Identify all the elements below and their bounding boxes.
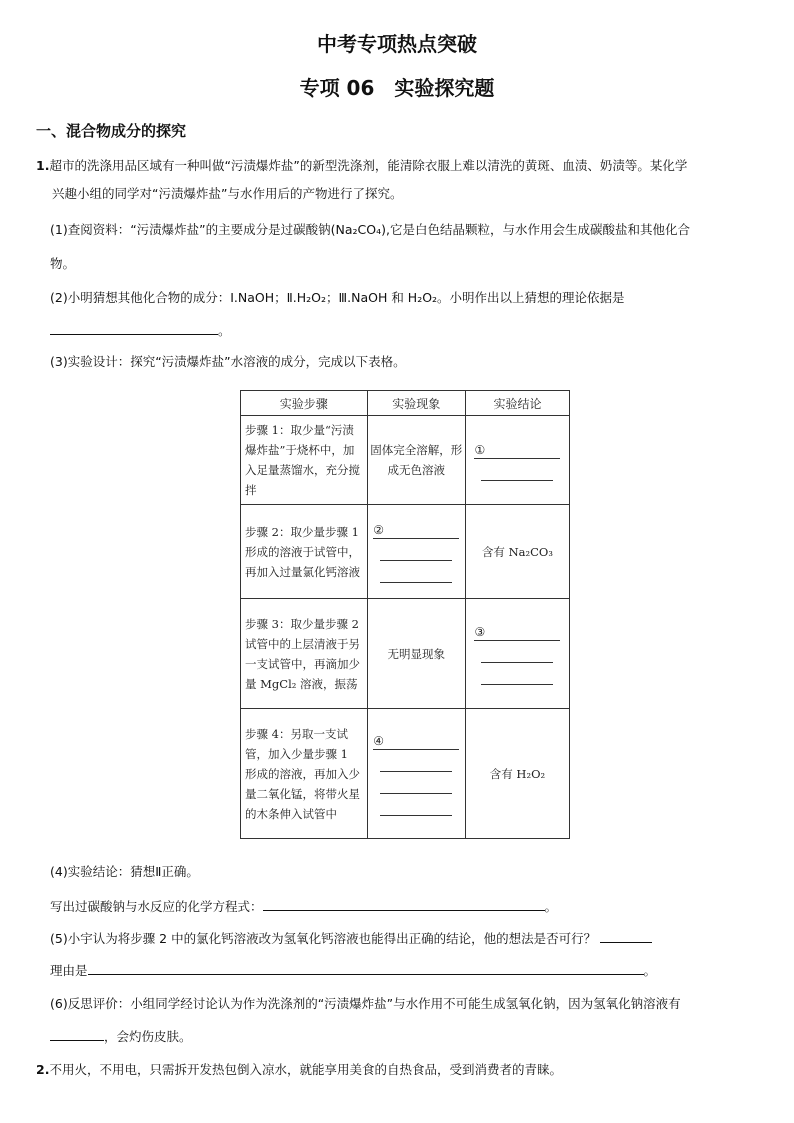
- table-cell-step: 步骤 1：取少量“污渍爆炸盐”于烧杯中，加入足量蒸馏水，充分搅拌: [241, 416, 368, 505]
- answer-blank-1[interactable]: [474, 440, 560, 459]
- answer-blank-basis[interactable]: [50, 320, 218, 335]
- table-cell-step: 步骤 3：取少量步骤 2 试管中的上层清液于另一支试管中，再滴加少量 MgCl₂ 溶液，振荡: [241, 599, 368, 709]
- table-cell-observation: [367, 709, 465, 839]
- q1-part4-end: 。: [544, 899, 558, 914]
- q1-part4-line1: (4)实验结论：猜想Ⅱ正确。: [50, 864, 199, 879]
- q1-part6-end: ，会灼伤皮肤。: [104, 1029, 192, 1044]
- answer-blank-3[interactable]: [474, 622, 560, 641]
- q1-part5-line2: [50, 960, 656, 981]
- q1-number: 1.: [36, 158, 50, 173]
- answer-blank-2c[interactable]: [380, 564, 452, 583]
- table-row: [241, 505, 570, 599]
- answer-blank-2[interactable]: [373, 520, 459, 539]
- table-cell-step: 步骤 2：取少量步骤 1 形成的溶液于试管中，再加入过量氯化钙溶液: [241, 505, 368, 599]
- q2-line: [36, 1060, 562, 1080]
- table-row: [241, 709, 570, 839]
- answer-blank-1b[interactable]: [481, 462, 553, 481]
- document-title: 中考专项热点突破: [317, 32, 477, 56]
- table-header-step: 实验步骤: [241, 391, 368, 416]
- q1-part1-line1: (1)查阅资料：“污渍爆炸盐”的主要成分是过碳酸钠(Na₂CO₄),它是白色结晶颗粒，与水作用会生成碳酸盐和其他化合: [50, 222, 690, 237]
- answer-blank-reason[interactable]: [88, 960, 644, 975]
- blank-marker-1: ①: [474, 442, 486, 457]
- q1-part5-prompt: (5)小宇认为将步骤 2 中的氯化钙溶液改为氢氧化钙溶液也能得出正确的结论，他的想法是否可行？: [50, 931, 597, 946]
- q1-part5-end: 。: [643, 963, 657, 978]
- q1-intro-line2: 兴趣小组的同学对“污渍爆炸盐”与水作用后的产物进行了探究。: [52, 186, 403, 201]
- table-header-conclusion: 实验结论: [465, 391, 569, 416]
- answer-blank-3c[interactable]: [481, 666, 553, 685]
- answer-blank-property[interactable]: [50, 1026, 104, 1041]
- q1-part5-line1: [50, 928, 652, 949]
- q1-intro-line1: [36, 156, 687, 176]
- table-cell-conclusion: 含有 H₂O₂: [465, 709, 569, 839]
- answer-blank-4[interactable]: [373, 731, 459, 750]
- q1-intro-text-a: 超市的洗涤用品区域有一种叫做“污渍爆炸盐”的新型洗涤剂，能清除衣服上难以清洗的黄斑、血渍、奶渍等。某化学: [49, 158, 688, 173]
- table-cell-conclusion: [465, 416, 569, 505]
- q1-part1-line2: 物。: [50, 256, 76, 271]
- q1-part4-prompt: 写出过碳酸钠与水反应的化学方程式：: [50, 899, 263, 914]
- answer-blank-2b[interactable]: [380, 542, 452, 561]
- table-header-row: [241, 391, 570, 416]
- answer-blank-3b[interactable]: [481, 644, 553, 663]
- table-cell-conclusion: [465, 599, 569, 709]
- q2-number: 2.: [36, 1062, 50, 1077]
- blank-marker-2: ②: [373, 523, 384, 537]
- table-header-observation: 实验现象: [367, 391, 465, 416]
- q1-part4-line2: [50, 896, 557, 917]
- blank-marker-4: ④: [373, 734, 384, 748]
- blank-marker-3: ③: [474, 625, 486, 639]
- table-cell-step: 步骤 4：另取一支试管，加入少量步骤 1 形成的溶液，再加入少量二氧化锰，将带火星的木条伸入试管中: [241, 709, 368, 839]
- table-cell-observation: [367, 505, 465, 599]
- q1-part2-end: 。: [218, 323, 231, 338]
- table-cell-conclusion: 含有 Na₂CO₃: [465, 505, 569, 599]
- answer-blank-4b[interactable]: [380, 753, 452, 772]
- q1-part6-line1: (6)反思评价：小组同学经讨论认为作为洗涤剂的“污渍爆炸盐”与水作用不可能生成氢氧化钠，因为氢氧化钠溶液有: [50, 996, 681, 1011]
- answer-blank-feasible[interactable]: [600, 928, 652, 943]
- experiment-table: [240, 390, 570, 839]
- q1-part2-line1: (2)小明猜想其他化合物的成分：Ⅰ.NaOH；Ⅱ.H₂O₂；Ⅲ.NaOH 和 H₂O₂。小明作出以上猜想的理论依据是: [50, 290, 625, 305]
- table-cell-observation: 固体完全溶解，形成无色溶液: [367, 416, 465, 505]
- q1-part3-line: (3)实验设计：探究“污渍爆炸盐”水溶液的成分，完成以下表格。: [50, 354, 406, 369]
- q2-text: 不用火，不用电，只需拆开发热包倒入凉水，就能享用美食的自热食品，受到消费者的青睐。: [49, 1062, 562, 1077]
- table-row: [241, 416, 570, 505]
- document-subtitle: 专项 06 实验探究题: [299, 76, 495, 100]
- q1-part5-reason-label: 理由是: [50, 963, 88, 978]
- q1-part2-line2: [50, 320, 231, 341]
- answer-blank-equation[interactable]: [263, 896, 545, 911]
- answer-blank-4c[interactable]: [380, 775, 452, 794]
- table-row: [241, 599, 570, 709]
- answer-blank-4d[interactable]: [380, 797, 452, 816]
- table-cell-observation: 无明显现象: [367, 599, 465, 709]
- section-heading: 一、混合物成分的探究: [36, 122, 187, 140]
- q1-part6-line2: [50, 1026, 192, 1047]
